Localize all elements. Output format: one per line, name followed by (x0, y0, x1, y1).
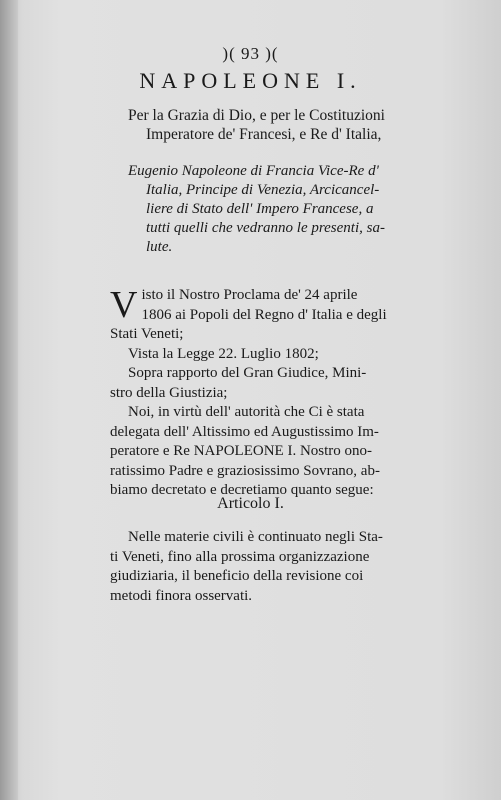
preamble-line: stro della Giustizia; (110, 384, 228, 401)
preamble-line: 1806 ai Popoli del Regno d' Italia e degli (141, 306, 387, 323)
article-line: giudiziaria, il beneficio della revisione coi (110, 568, 364, 584)
preamble-line: peratore e Re NAPOLEONE I. Nostro ono- (110, 443, 373, 459)
address-block (128, 162, 468, 257)
preamble-line: Sopra rapporto del Gran Giudice, Mini- (128, 365, 367, 381)
article-line: metodi finora osservati. (110, 587, 253, 604)
preamble-line: delegata dell' Altissimo ed Augustissimo Im- (110, 423, 379, 440)
article-line: Nelle materie civili è continuato negli Sta- (128, 529, 383, 545)
address-line: lute. (146, 239, 173, 255)
article-heading: Articolo I. (217, 495, 284, 512)
drop-cap: V (110, 284, 138, 326)
preamble (110, 286, 470, 501)
address-line: tutti quelli che vedranno le presenti, sa- (146, 220, 385, 236)
preamble-line: Vista la Legge 22. Luglio 1802; (128, 345, 319, 362)
preamble-line: Stati Veneti; (110, 326, 184, 342)
preamble-line: biamo decretato e decretiamo quanto segue: (110, 482, 374, 498)
address-line: Italia, Principe di Venezia, Arcicancel- (146, 182, 380, 198)
article-line: ti Veneti, fino alla prossima organizzazione (110, 548, 370, 565)
address-line: Eugenio Napoleone di Francia Vice-Re d' (128, 163, 379, 179)
preamble-line: isto il Nostro Proclama de' 24 aprile (141, 287, 358, 303)
intitulation-line: Imperatore de' Francesi, e Re d' Italia, (146, 126, 382, 143)
address-line: liere di Stato dell' Impero Francese, a (146, 201, 374, 217)
preamble-line: Noi, in virtù dell' autorità che Ci è stata (128, 404, 365, 420)
article-body (110, 528, 470, 606)
document-title: NAPOLEONE I. (139, 68, 362, 93)
intitulation (128, 106, 468, 144)
page-number: )( 93 )( (222, 44, 279, 63)
intitulation-line: Per la Grazia di Dio, e per le Costituzioni (128, 107, 385, 124)
preamble-line: ratissimo Padre e graziosissimo Sovrano, ab- (110, 462, 380, 479)
page-gutter (0, 0, 18, 800)
